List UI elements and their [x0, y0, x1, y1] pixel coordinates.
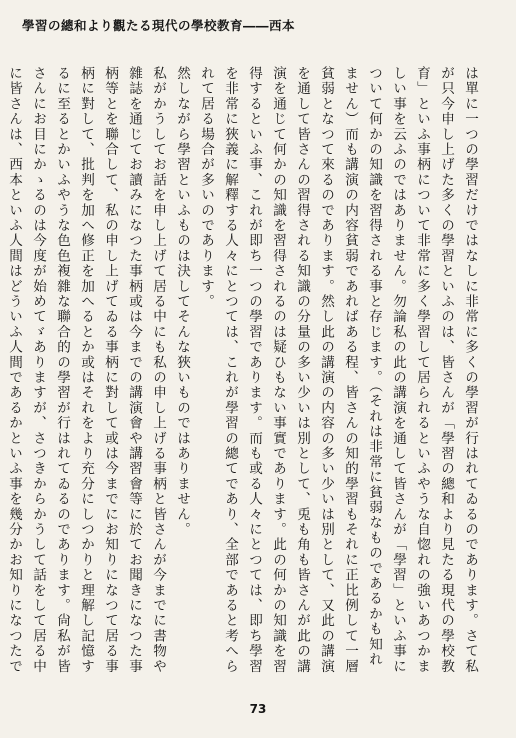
- paragraph: 然しながら學習といふものは決してそんな狹いものではありません。: [174, 66, 190, 538]
- running-header: 學習の總和より觀たる現代の學校教育――西本: [22, 18, 296, 33]
- paragraph: 私がかうしてお話を申し上げて居る中にも私の申し上げる事柄と皆さんが今までに書物や雜誌を通じてお讀みになつた事柄或は今までの講演會や講習會等に於てお聞きになつた事柄等とを聯合して、私の申し上げてゐる事柄に對して或は今までにお知りになつて居る事柄に對して、批判を加へ修正を加へるとか或はそれをより充分にしつかりと理解し記憶するに至るとかいふやうな色色複雜な聯合的の學習が行はれてゐるのであります。尙私が皆さんにお目にかゝるのは今度が始めてゞありますが、さつきからかうして話をして居る中に皆さんは、西本といふ人間はどういふ人間であるかといふ事を幾分かお知りになつたで: [6, 66, 166, 674]
- page-number: 73: [249, 702, 267, 716]
- vertical-body-text: [6, 66, 482, 680]
- paragraph: は單に一つの學習だけではなしに非常に多くの學習が行はれてゐるのであります。さて私が只今申し上げた多くの學習といふのは、皆さんが「學習の總和より見たる現代の學校教育」といふ事柄について非常に多く學習して居られるといふやうな自惚れの強いあつかましい事を云ふのではありません。勿論私の此の講演を通して皆さんが「學習」といふ事について何かの知識を習得される事と存じます。（それは非常に貧弱なものであるかも知れません）而も講演の内容貧弱であればある程、皆さんの知的學習もそれに正比例して一層貧弱となつて來るのであります。然し此の講演の内容の多い少いは別として、又此の講演を通して皆さんの習得される知識の分量の多い少いは別として、兎も角も皆さんが此の講演を通じて何かの知識を習得されるのは疑ひもない事實であります。此の何かの知識を習得するといふ事、これが即ち一つの學習であります。而も或る人々にとつては、即ち學習を非常に狹義に解釋する人々にとつては、これが學習の總てであり、全部であると考へられて居る場合が多いのであります。: [198, 66, 478, 674]
